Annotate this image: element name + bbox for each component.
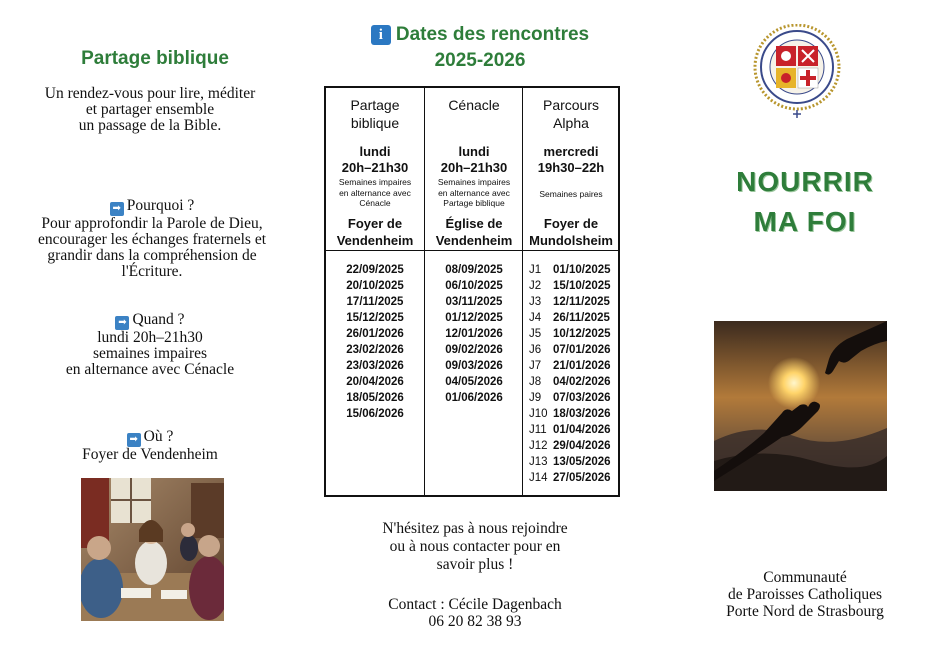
column-header-line: Cénacle <box>448 97 500 113</box>
session-row <box>523 342 619 358</box>
column-cenacle <box>424 88 523 495</box>
schedule-title <box>330 22 630 74</box>
column-note-line: Semaines paires <box>539 189 603 199</box>
column-place-line: Foyer de <box>543 216 599 231</box>
column-header-line: Parcours <box>542 97 600 113</box>
schedule-year: 2025-2026 <box>434 50 526 71</box>
hands-sunset-photo <box>714 321 887 491</box>
session-row <box>523 390 619 406</box>
column-day: lundi <box>458 144 490 159</box>
date-item: 09/02/2026 <box>445 344 503 356</box>
column-note <box>326 177 424 209</box>
column-place-line: Mundolsheim <box>529 233 613 248</box>
session-row <box>523 406 619 422</box>
date-item: 09/03/2026 <box>445 360 503 372</box>
session-row <box>523 422 619 438</box>
session-date: 15/10/2025 <box>553 280 611 292</box>
column-note-line: Cénacle <box>359 198 391 208</box>
group-study-photo <box>81 478 224 621</box>
column-day: mercredi <box>543 144 599 159</box>
date-item: 15/12/2025 <box>346 312 404 324</box>
column-note <box>523 189 619 200</box>
schedule-table <box>324 86 620 497</box>
column-day: lundi <box>359 144 391 159</box>
column-partage-biblique <box>326 88 424 495</box>
left-panel-title: Partage biblique <box>81 48 229 69</box>
where-line: Foyer de Vendenheim <box>82 446 218 463</box>
group-study-illustration <box>81 478 224 621</box>
brand-title <box>700 162 910 242</box>
intro-line: Un rendez-vous pour lire, méditer <box>44 85 256 102</box>
session-number: J12 <box>529 440 548 452</box>
date-item: 23/03/2026 <box>346 360 404 372</box>
date-item: 26/01/2026 <box>346 328 404 340</box>
session-number: J8 <box>529 376 542 388</box>
where-heading: Où ? <box>143 428 174 445</box>
arrow-right-icon: ➡ <box>115 316 129 330</box>
contact-info <box>340 596 610 630</box>
date-item: 04/05/2026 <box>445 376 503 388</box>
date-item: 22/09/2025 <box>346 264 404 276</box>
column-time: 20h–21h30 <box>341 160 409 175</box>
brand-title-line: MA FOI <box>753 206 857 237</box>
session-date: 07/03/2026 <box>553 392 611 404</box>
column-note-line: en alternance avec <box>339 187 411 198</box>
contact-name: Contact : Cécile Dagenbach <box>388 596 562 613</box>
date-item: 12/01/2026 <box>445 328 503 340</box>
contact-phone: 06 20 82 38 93 <box>428 613 522 630</box>
column-header-line: Alpha <box>553 115 589 131</box>
session-number: J14 <box>529 472 548 484</box>
session-number: J4 <box>529 312 542 324</box>
session-date: 12/11/2025 <box>553 296 610 308</box>
hands-sunset-illustration <box>714 321 887 491</box>
session-number: J1 <box>529 264 542 276</box>
column-time: 20h–21h30 <box>440 160 508 175</box>
session-number: J5 <box>529 328 542 340</box>
column-place-line: Vendenheim <box>435 233 513 248</box>
when-line: lundi 20h–21h30 <box>97 329 203 346</box>
session-date: 18/03/2026 <box>553 408 611 420</box>
session-date: 29/04/2026 <box>553 440 611 452</box>
parish-seal-icon <box>752 24 842 120</box>
join-invitation <box>340 520 610 574</box>
session-list <box>523 262 619 486</box>
why-line: Pour approfondir la Parole de Dieu, <box>41 215 263 232</box>
column-header <box>326 96 424 132</box>
date-item: 01/12/2025 <box>445 312 503 324</box>
session-number: J10 <box>529 408 548 420</box>
session-number: J3 <box>529 296 542 308</box>
column-header-line: Partage <box>350 97 400 113</box>
date-item: 06/10/2025 <box>445 280 503 292</box>
session-row <box>523 454 619 470</box>
when-line: en alternance avec Cénacle <box>65 361 235 378</box>
column-note-line: en alternance avec <box>438 187 510 198</box>
why-line: l'Écriture. <box>121 263 183 280</box>
session-date: 21/01/2026 <box>553 360 611 372</box>
intro-line: et partager ensemble <box>85 101 215 118</box>
column-parcours-alpha <box>522 88 619 495</box>
where-section <box>20 429 280 463</box>
column-place-line: Vendenheim <box>336 233 414 248</box>
session-date: 27/05/2026 <box>553 472 611 484</box>
why-section <box>14 198 290 280</box>
join-line: savoir plus ! <box>436 556 514 573</box>
when-line: semaines impaires <box>92 345 208 362</box>
intro-text <box>20 86 280 134</box>
date-list <box>425 262 523 406</box>
session-date: 04/02/2026 <box>553 376 611 388</box>
intro-line: un passage de la Bible. <box>78 117 222 134</box>
date-item: 20/10/2025 <box>346 280 404 292</box>
session-row <box>523 278 619 294</box>
session-row <box>523 326 619 342</box>
column-schedule <box>523 144 619 176</box>
session-row <box>523 262 619 278</box>
column-place-line: Foyer de <box>347 216 403 231</box>
arrow-right-icon: ➡ <box>110 202 124 216</box>
column-place-line: Église de <box>445 216 503 231</box>
date-item: 08/09/2025 <box>445 264 503 276</box>
session-row <box>523 294 619 310</box>
column-note-line: Semaines impaires <box>338 177 412 187</box>
why-heading: Pourquoi ? <box>126 197 195 214</box>
date-item: 01/06/2026 <box>445 392 503 404</box>
column-header <box>523 96 619 132</box>
session-date: 01/10/2025 <box>553 264 611 276</box>
date-item: 18/05/2026 <box>346 392 404 404</box>
date-list <box>326 262 424 422</box>
column-note <box>425 177 523 209</box>
column-place <box>425 215 523 249</box>
session-date: 10/12/2025 <box>553 328 611 340</box>
column-note-line: Partage biblique <box>443 198 505 208</box>
column-header <box>425 96 523 114</box>
session-number: J13 <box>529 456 548 468</box>
date-item: 15/06/2026 <box>346 408 404 420</box>
why-line: encourager les échanges fraternels et <box>37 231 267 248</box>
brand-title-line: NOURRIR <box>736 166 874 197</box>
community-line: Communauté <box>763 569 847 586</box>
when-section <box>20 312 280 378</box>
session-row <box>523 470 619 486</box>
column-schedule <box>326 144 424 176</box>
arrow-right-icon: ➡ <box>127 433 141 447</box>
session-date: 13/05/2026 <box>553 456 611 468</box>
why-line: grandir dans la compréhension de <box>47 247 257 264</box>
session-number: J6 <box>529 344 542 356</box>
date-item: 03/11/2025 <box>445 296 503 308</box>
session-number: J9 <box>529 392 542 404</box>
info-icon: i <box>371 25 391 45</box>
community-signature <box>690 569 920 620</box>
session-number: J11 <box>529 424 547 436</box>
column-note-line: Semaines impaires <box>437 177 511 187</box>
session-date: 01/04/2026 <box>553 424 611 436</box>
column-schedule <box>425 144 523 176</box>
date-item: 20/04/2026 <box>346 376 404 388</box>
community-line: Porte Nord de Strasbourg <box>726 603 884 620</box>
session-row <box>523 438 619 454</box>
session-number: J2 <box>529 280 542 292</box>
column-place <box>326 215 424 249</box>
session-date: 07/01/2026 <box>553 344 611 356</box>
column-header-line: biblique <box>350 115 400 131</box>
community-line: de Paroisses Catholiques <box>727 586 883 603</box>
join-line: N'hésitez pas à nous rejoindre <box>382 520 568 537</box>
session-number: J7 <box>529 360 542 372</box>
session-row <box>523 310 619 326</box>
session-row <box>523 374 619 390</box>
session-date: 26/11/2025 <box>553 312 610 324</box>
join-line: ou à nous contacter pour en <box>389 538 561 555</box>
session-row <box>523 358 619 374</box>
column-place <box>523 215 619 249</box>
parish-seal-logo <box>752 24 842 120</box>
column-time: 19h30–22h <box>537 160 605 175</box>
when-heading: Quand ? <box>132 311 185 328</box>
date-item: 23/02/2026 <box>346 344 404 356</box>
date-item: 17/11/2025 <box>346 296 404 308</box>
schedule-title-line: Dates des rencontres <box>395 24 590 45</box>
